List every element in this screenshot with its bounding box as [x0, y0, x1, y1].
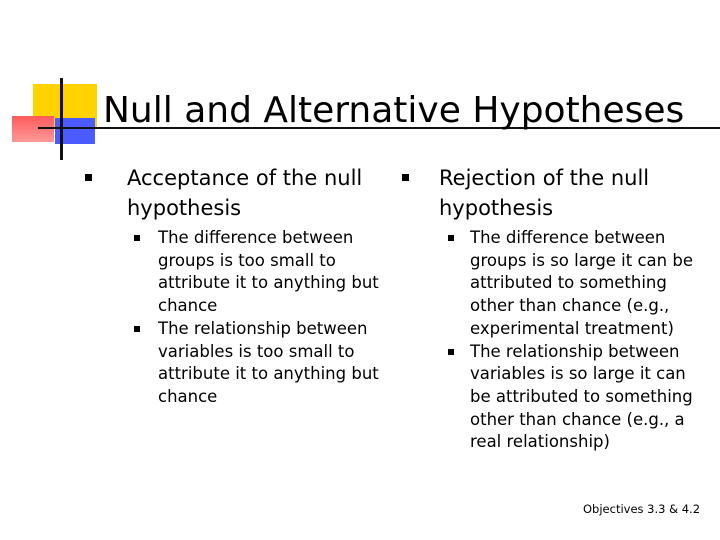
right-sub-item	[400, 341, 710, 455]
right-sub-item-text: The difference between groups is so large it can be attributed to something other than chance (e.g., experimental treatment)	[470, 228, 693, 338]
square-bullet-icon	[402, 174, 409, 181]
left-sub-item-text: The relationship between variables is too small to attribute it to anything but chance	[158, 318, 379, 406]
square-bullet-icon	[448, 235, 454, 241]
decorative-red-block	[12, 116, 54, 142]
left-column	[82, 163, 398, 409]
right-heading: Rejection of the null hypothesis	[439, 166, 650, 220]
right-column	[400, 163, 710, 454]
right-sub-list	[400, 227, 710, 454]
left-sub-item	[82, 318, 398, 409]
square-bullet-icon	[448, 349, 454, 355]
left-heading: Acceptance of the null hypothesis	[127, 166, 363, 220]
slide-footer: Objectives 3.3 & 4.2	[583, 502, 701, 516]
right-sub-item	[400, 227, 710, 341]
square-bullet-icon	[134, 326, 140, 332]
left-sub-item	[82, 227, 398, 318]
left-main-bullet	[82, 163, 398, 223]
right-main-bullet	[400, 163, 710, 223]
square-bullet-icon	[134, 235, 140, 241]
left-sub-list	[82, 227, 398, 409]
square-bullet-icon	[85, 174, 92, 181]
slide-title: Null and Alternative Hypotheses	[103, 90, 685, 131]
left-sub-item-text: The difference between groups is too small to attribute it to anything but chance	[158, 228, 379, 316]
decorative-vertical-line	[60, 78, 63, 160]
right-sub-item-text: The relationship between variables is so large it can be attributed to something other than chance (e.g., a real relationship)	[470, 341, 693, 452]
